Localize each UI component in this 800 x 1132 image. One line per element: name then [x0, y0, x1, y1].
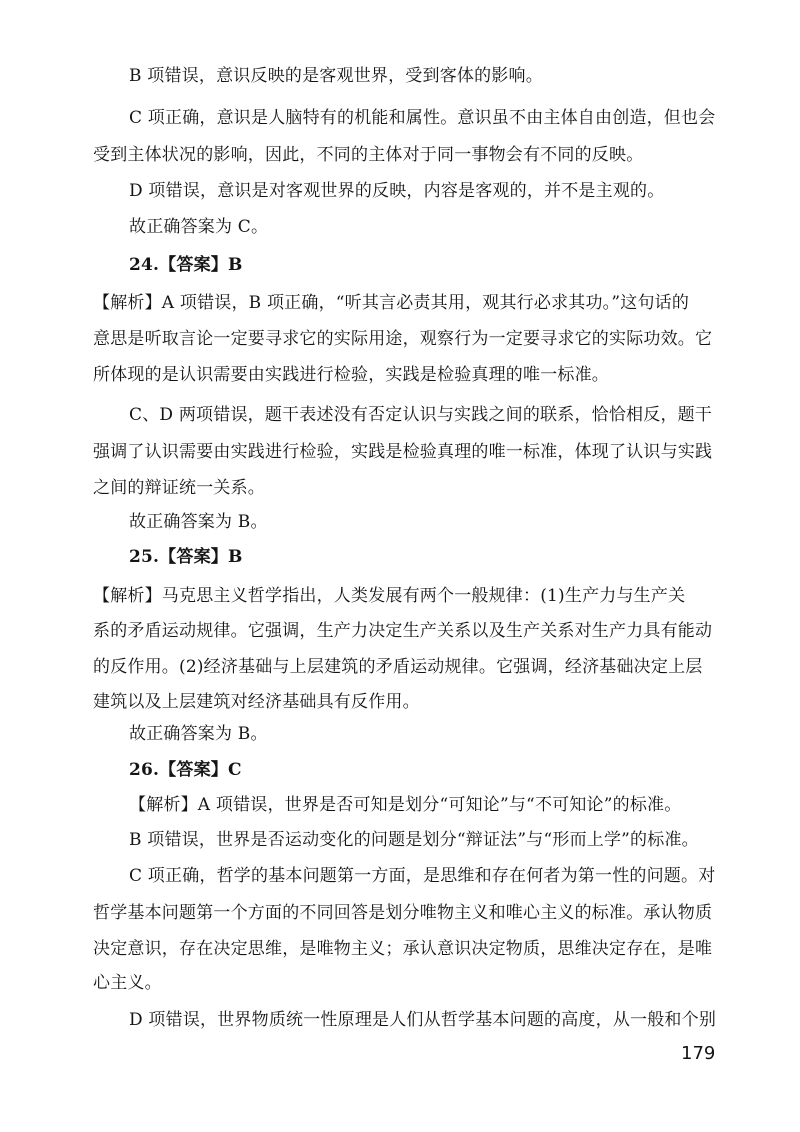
answer-heading-24: 24.【答案】B — [129, 255, 243, 275]
text-line: B 项错误，世界是否运动变化的问题是划分“辩证法”与“形而上学”的标准。 — [129, 830, 699, 850]
text-line: 所体现的是认识需要由实践进行检验，实践是检验真理的唯一标准。 — [93, 365, 609, 385]
text-line: C、D 两项错误，题干表述没有否定认识与实践之间的联系，恰恰相反，题干 — [129, 405, 713, 425]
text-line: 哲学基本问题第一个方面的不同回答是划分唯物主义和唯心主义的标准。承认物质 — [93, 903, 713, 923]
text-line: 【解析】马克思主义哲学指出，人类发展有两个一般规律：(1)生产力与生产关 — [93, 586, 686, 606]
text-line: D 项错误，世界物质统一性原理是人们从哲学基本问题的高度，从一般和个别 — [129, 1010, 717, 1030]
text-line: D 项错误，意识是对客观世界的反映，内容是客观的，并不是主观的。 — [129, 181, 665, 201]
text-line: 决定意识，存在决定思维，是唯物主义；承认意识决定物质，思维决定存在，是唯 — [93, 939, 713, 959]
text-line: 之间的辩证统一关系。 — [93, 478, 265, 498]
text-line: 意思是听取言论一定要寻求它的实际用途，观察行为一定要寻求它的实际功效。它 — [93, 329, 713, 349]
text-line: 心主义。 — [93, 973, 162, 993]
answer-heading-25: 25.【答案】B — [129, 547, 243, 567]
page-number: 179 — [681, 1043, 716, 1064]
text-line: 故正确答案为 B。 — [129, 724, 268, 744]
text-line: C 项正确，意识是人脑特有的机能和属性。意识虽不由主体自由创造，但也会 — [129, 108, 716, 128]
text-line: C 项正确，哲学的基本问题第一方面，是思维和存在何者为第一性的问题。对 — [129, 866, 716, 886]
answer-heading-26: 26.【答案】C — [129, 760, 242, 780]
text-line: 故正确答案为 C。 — [129, 217, 269, 237]
text-line: 【解析】A 项错误，世界是否可知是划分“可知论”与“不可知论”的标准。 — [129, 795, 682, 815]
text-line: 的反作用。(2)经济基础与上层建筑的矛盾运动规律。它强调，经济基础决定上层 — [93, 657, 703, 677]
text-line: 故正确答案为 B。 — [129, 512, 268, 532]
text-line: 建筑以及上层建筑对经济基础具有反作用。 — [93, 692, 420, 712]
text-line: 系的矛盾运动规律。它强调，生产力决定生产关系以及生产关系对生产力具有能动 — [93, 621, 713, 641]
text-line: 强调了认识需要由实践进行检验，实践是检验真理的唯一标准，体现了认识与实践 — [93, 442, 713, 462]
text-line: 【解析】A 项错误，B 项正确，“听其言必责其用，观其行必求其功。”这句话的 — [93, 293, 690, 313]
text-line: 受到主体状况的影响，因此，不同的主体对于同一事物会有不同的反映。 — [93, 145, 644, 165]
text-line: B 项错误，意识反映的是客观世界，受到客体的影响。 — [129, 66, 543, 86]
